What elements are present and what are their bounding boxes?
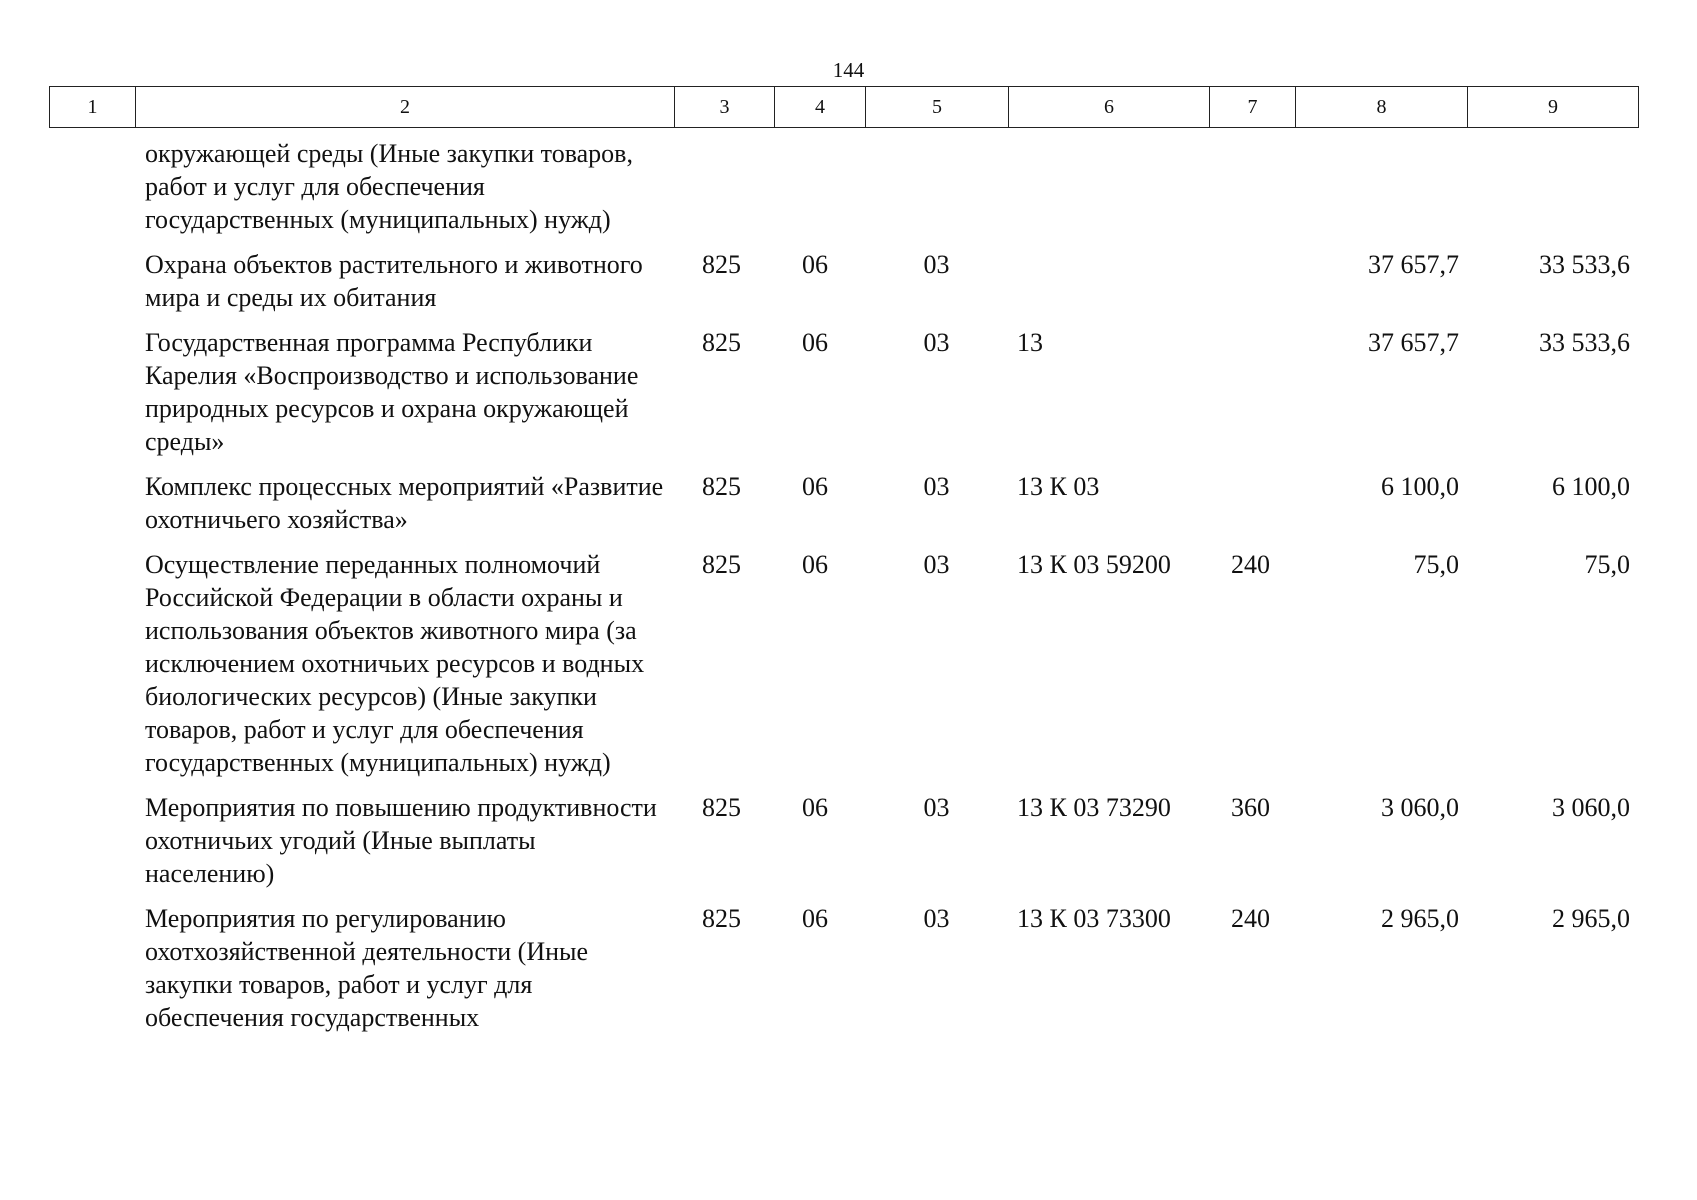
row-col6: 13 К 03 73300 xyxy=(1017,904,1171,933)
row-col4: 06 xyxy=(802,472,828,501)
table-row xyxy=(49,319,1638,463)
row-col7: 360 xyxy=(1231,793,1270,822)
row-col7: 240 xyxy=(1231,550,1270,579)
row-col3: 825 xyxy=(702,550,741,579)
row-col4: 06 xyxy=(802,904,828,933)
row-number-cell xyxy=(49,895,135,1039)
header-col-2: 2 xyxy=(136,87,675,128)
row-col6: 13 xyxy=(1017,328,1043,357)
column-number-header xyxy=(49,86,1639,128)
row-col3: 825 xyxy=(702,472,741,501)
row-number-cell xyxy=(49,130,135,241)
header-col-1: 1 xyxy=(50,87,136,128)
header-col-4: 4 xyxy=(775,87,866,128)
row-col9: 33 533,6 xyxy=(1539,250,1630,279)
row-description: Мероприятия по повышению продуктивности охотничьих угодий (Иные выплаты населению) xyxy=(145,793,657,888)
table-row xyxy=(49,784,1638,895)
row-number-cell xyxy=(49,319,135,463)
row-description: Государственная программа Республики Карелия «Воспроизводство и использование природных ресурсов и охрана окружающей среды» xyxy=(145,328,639,456)
row-col9: 6 100,0 xyxy=(1552,472,1630,501)
row-col7: 240 xyxy=(1231,904,1270,933)
header-col-7: 7 xyxy=(1210,87,1296,128)
row-col4: 06 xyxy=(802,793,828,822)
row-col8: 37 657,7 xyxy=(1368,328,1459,357)
row-col6: 13 К 03 xyxy=(1017,472,1100,501)
row-col8: 2 965,0 xyxy=(1381,904,1459,933)
header-col-8: 8 xyxy=(1296,87,1468,128)
row-col4 xyxy=(774,130,865,241)
row-col3: 825 xyxy=(702,328,741,357)
row-col5 xyxy=(865,130,1008,241)
row-col6: 13 К 03 59200 xyxy=(1017,550,1171,579)
row-col9: 3 060,0 xyxy=(1552,793,1630,822)
table-row xyxy=(49,130,1638,241)
header-col-9: 9 xyxy=(1468,87,1639,128)
row-number-cell xyxy=(49,541,135,784)
row-description: Комплекс процессных мероприятий «Развитие охотничьего хозяйства» xyxy=(145,472,664,534)
table-row xyxy=(49,463,1638,541)
row-col5: 03 xyxy=(923,472,950,501)
row-col4: 06 xyxy=(802,550,828,579)
table-row xyxy=(49,895,1638,1039)
row-col8 xyxy=(1295,130,1467,241)
row-col9: 33 533,6 xyxy=(1539,328,1630,357)
row-col5: 03 xyxy=(923,550,950,579)
row-col3: 825 xyxy=(702,904,741,933)
row-description: окружающей среды (Иные закупки товаров, работ и услуг для обеспечения государственных (муниципальных) нужд) xyxy=(145,139,633,234)
header-col-3: 3 xyxy=(675,87,775,128)
row-col8: 75,0 xyxy=(1413,550,1459,579)
page-number: 144 xyxy=(832,58,865,82)
row-col5: 03 xyxy=(923,250,950,279)
budget-table xyxy=(49,130,1638,1039)
row-col6 xyxy=(1008,130,1209,241)
row-number-cell xyxy=(49,241,135,319)
row-col7 xyxy=(1209,130,1295,241)
row-col8: 3 060,0 xyxy=(1381,793,1459,822)
row-description: Осуществление переданных полномочий Российской Федерации в области охраны и использования объектов животного мира (за исключением охотничьих ресурсов и водных биологических ресурсов) (Иные закупки товаров, работ и услуг для обеспечения государственных (муниципальных) нужд) xyxy=(145,550,645,777)
header-row xyxy=(50,87,1639,128)
row-col6: 13 К 03 73290 xyxy=(1017,793,1171,822)
row-col7 xyxy=(1209,319,1295,463)
row-col9: 75,0 xyxy=(1584,550,1630,579)
row-col3: 825 xyxy=(702,250,741,279)
row-description: Мероприятия по регулированию охотхозяйственной деятельности (Иные закупки товаров, работ и услуг для обеспечения государственных xyxy=(145,904,589,1032)
row-number-cell xyxy=(49,463,135,541)
row-col9 xyxy=(1467,130,1638,241)
row-col4: 06 xyxy=(802,250,828,279)
header-col-5: 5 xyxy=(866,87,1009,128)
row-col7 xyxy=(1209,241,1295,319)
row-col3 xyxy=(674,130,774,241)
header-col-6: 6 xyxy=(1009,87,1210,128)
row-col7 xyxy=(1209,463,1295,541)
row-col4: 06 xyxy=(802,328,828,357)
row-description: Охрана объектов растительного и животного мира и среды их обитания xyxy=(145,250,643,312)
row-col9: 2 965,0 xyxy=(1552,904,1630,933)
table-row xyxy=(49,541,1638,784)
row-number-cell xyxy=(49,784,135,895)
row-col8: 6 100,0 xyxy=(1381,472,1459,501)
row-col3: 825 xyxy=(702,793,741,822)
row-col5: 03 xyxy=(923,904,950,933)
row-col6 xyxy=(1008,241,1209,319)
row-col8: 37 657,7 xyxy=(1368,250,1459,279)
row-col5: 03 xyxy=(923,793,950,822)
row-col5: 03 xyxy=(923,328,950,357)
table-row xyxy=(49,241,1638,319)
